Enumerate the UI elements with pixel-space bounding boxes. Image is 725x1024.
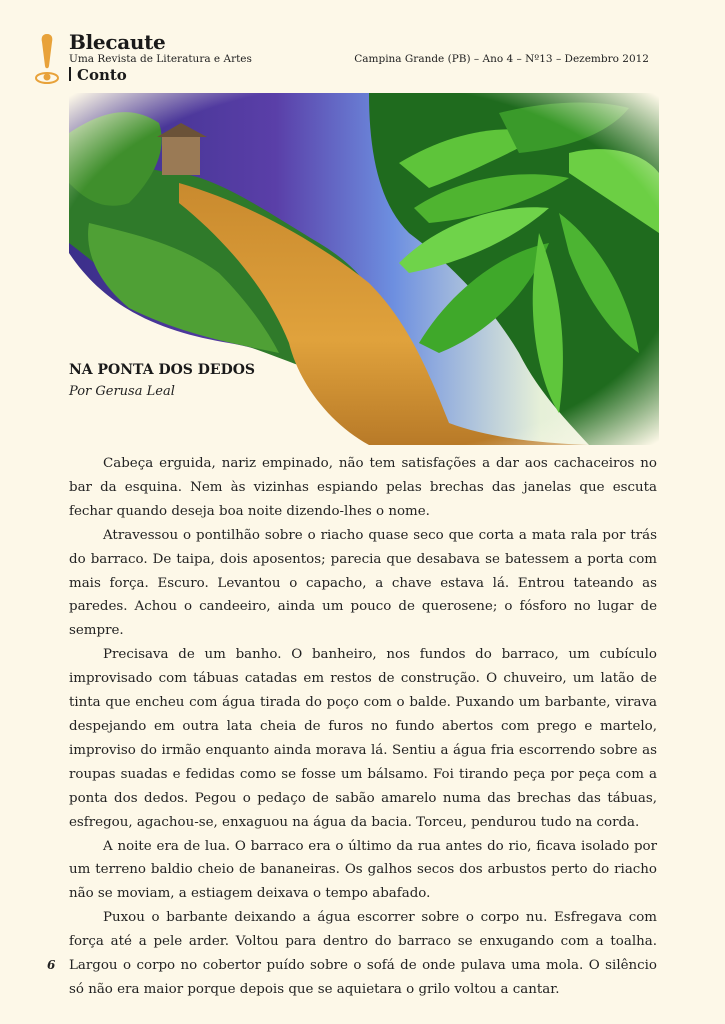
section-name: Conto bbox=[77, 66, 127, 84]
story-title: NA PONTA DOS DEDOS bbox=[69, 362, 256, 378]
exclamation-logo-icon bbox=[33, 32, 61, 88]
story-byline: Por Gerusa Leal bbox=[69, 384, 175, 399]
story-paragraph: Cabeça erguida, nariz empinado, não tem satisfações a dar aos cachaceiros no bar da esquina. Nem às vizinhas espiando pelas brechas das janelas que escuta fechar quando deseja boa noite dizendo-lhes o nome. bbox=[69, 456, 657, 519]
magazine-tagline: Uma Revista de Literatura e Artes bbox=[69, 53, 252, 65]
story-heading bbox=[69, 362, 255, 399]
story-paragraph: A noite era de lua. O barraco era o último da rua antes do rio, ficava isolado por um terreno baldio cheio de bananeiras. Os galhos secos dos arbustos perto do riacho não se moviam, a estiagem deixava o tempo abafado. bbox=[69, 838, 657, 902]
story-paragraph: Precisava de um banho. O banheiro, nos fundos do barraco, um cubículo improvisado com tábuas catadas em restos de construção. O chuveiro, um latão de tinta que encheu com água tirada do poço com o balde. Puxando um barbante, virava despejando em outra lata cheia de furos no fundo abertos com prego e martelo, improviso do irmão enquanto ainda morava lá. Sentiu a água fria escorrendo sobre as roupas suadas e fedidas como se fosse um bálsamo. Foi tirando peça por peça com a ponta dos dedos. Pegou o pedaço de sabão amarelo numa das brechas das tábuas, esfregou, agachou-se, enxaguou na água da bacia. Torceu, pendurou tudo na corda. bbox=[69, 647, 657, 830]
magazine-title: Blecaute bbox=[69, 30, 166, 54]
story-body bbox=[69, 452, 657, 1002]
story-paragraph: Puxou o barbante deixando a água escorrer sobre o corpo nu. Esfregava com força até a pele arder. Voltou para dentro do barraco se enxugando com a toalha. Largou o corpo no cobertor puído sobre o sofá de onde pulava uma mola. O silêncio só não era maior porque depois que se aquietara o grilo voltou a cantar. bbox=[69, 910, 657, 997]
section-bar bbox=[69, 67, 71, 81]
section-label bbox=[69, 66, 127, 84]
page-header bbox=[0, 0, 725, 95]
story-paragraph: Atravessou o pontilhão sobre o riacho quase seco que corta a mata rala por trás do barraco. De taipa, dois aposentos; parecia que desabava se batessem a porta com mais força. Escuro. Levantou o capacho, a chave estava lá. Entrou tateando as paredes. Achou o candeeiro, ainda um pouco de querosene; o fósforo no lugar de sempre. bbox=[69, 527, 657, 639]
page-number: 6 bbox=[47, 958, 56, 972]
issue-info: Campina Grande (PB) – Ano 4 – Nº13 – Dezembro 2012 bbox=[354, 53, 649, 65]
